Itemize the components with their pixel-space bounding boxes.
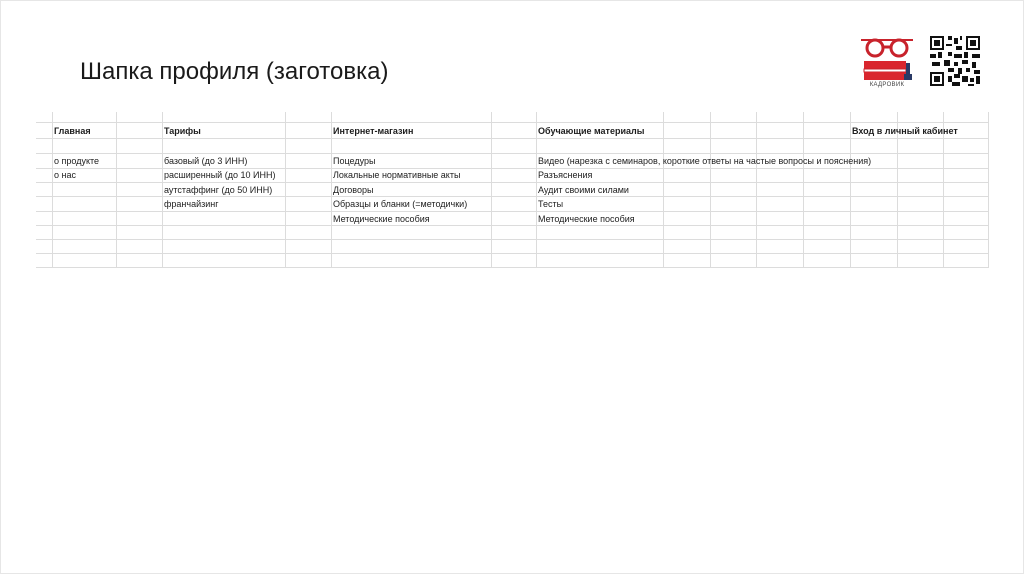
cell-shop-item: Образцы и бланки (=методички) — [333, 199, 468, 209]
cell-shop-item: Методические пособия — [333, 214, 430, 224]
header-login: Вход в личный кабинет — [852, 126, 958, 136]
grid-line — [36, 153, 989, 154]
grid-line — [491, 112, 492, 268]
cell-main-item: о нас — [54, 170, 76, 180]
grid-line — [36, 211, 989, 212]
grid-line — [36, 196, 989, 197]
grid-line — [36, 182, 989, 183]
grid-line — [36, 225, 989, 226]
spreadsheet — [36, 112, 989, 268]
cell-tariff-item: расширенный (до 10 ИНН) — [164, 170, 276, 180]
cell-tariff-item: аутстаффинг (до 50 ИНН) — [164, 185, 273, 195]
grid-line — [36, 138, 989, 139]
grid-line — [36, 168, 989, 169]
grid-line — [285, 112, 286, 268]
cell-tariff-item: франчайзинг — [164, 199, 219, 209]
grid-line — [116, 112, 117, 268]
grid-line — [52, 112, 53, 268]
grid-line — [988, 112, 989, 268]
cell-tariff-item: базовый (до 3 ИНН) — [164, 156, 248, 166]
cell-shop-item: Локальные нормативные акты — [333, 170, 461, 180]
cell-main-item: о продукте — [54, 156, 100, 166]
cell-learning-item: Видео (нарезка с семинаров, короткие ответы на частые вопросы и пояснения) — [538, 156, 872, 166]
cell-shop-item: Договоры — [333, 185, 374, 195]
grid-line — [756, 112, 757, 268]
cell-learning-item: Тесты — [538, 199, 564, 209]
qr-code-icon — [930, 36, 980, 86]
grid-line — [536, 112, 537, 268]
header-learning: Обучающие материалы — [538, 126, 645, 136]
grid-line — [710, 112, 711, 268]
logo-caption: КАДРОВИК — [869, 82, 905, 88]
cell-learning-item: Аудит своими силами — [538, 185, 629, 195]
grid-line — [803, 112, 804, 268]
grid-line — [36, 239, 989, 240]
grid-line — [162, 112, 163, 268]
grid-line — [331, 112, 332, 268]
grid-line — [663, 112, 664, 268]
header-shop: Интернет-магазин — [333, 126, 414, 136]
grid-line — [850, 112, 851, 268]
cell-learning-item: Разъяснения — [538, 170, 593, 180]
grid-line — [36, 253, 989, 254]
cell-shop-item: Поцедуры — [333, 156, 376, 166]
grid-line — [36, 267, 989, 268]
header-main: Главная — [54, 126, 91, 136]
slide-title: Шапка профиля (заготовка) — [80, 58, 389, 85]
header-tariffs: Тарифы — [164, 126, 201, 136]
cell-learning-item: Методические пособия — [538, 214, 635, 224]
grid-line — [36, 122, 989, 123]
